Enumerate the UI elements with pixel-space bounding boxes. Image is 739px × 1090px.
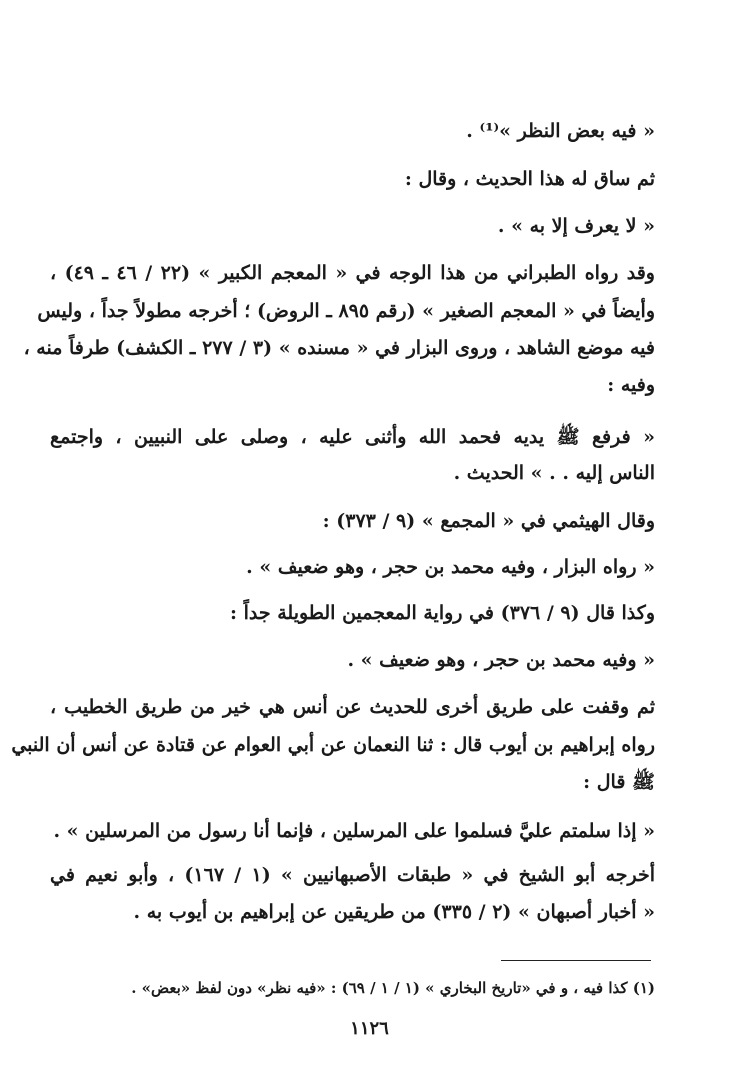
- text-line-17: « إذا سلمتم عليَّ فسلموا على المرسلين ، فإنما أنا رسول من المرسلين » .: [53, 820, 655, 842]
- text-line-13: « وفيه محمد بن حجر ، وهو ضعيف » .: [347, 649, 655, 671]
- text-line-2: ثم ساق له هذا الحديث ، وقال :: [404, 168, 655, 190]
- text-line-9: الناس إليه . . » الحديث .: [453, 462, 655, 484]
- text-line-3: « لا يعرف إلا به » .: [497, 215, 655, 237]
- text-line-6: فيه موضع الشاهد ، وروى البزار في « مسنده » (٣ / ٢٧٧ ـ الكشف) طرفاً منه ،: [23, 337, 655, 359]
- text-line-11: « رواه البزار ، وفيه محمد بن حجر ، وهو ضعيف » .: [246, 556, 655, 578]
- page-number: ١١٢٦: [350, 1018, 389, 1039]
- text-line-15: رواه إبراهيم بن أيوب قال : ثنا النعمان عن أبي العوام عن قتادة عن أنس أن النبي: [11, 734, 655, 756]
- text-line-7: وفيه :: [607, 374, 655, 396]
- text-line-8: « فرفع ﷺ يديه فحمد الله وأثنى عليه ، وصلى على النبيين ، واجتمع: [50, 426, 655, 448]
- text-line-4: وقد رواه الطبراني من هذا الوجه في « المعجم الكبير » (٢٢ / ٤٦ ـ ٤٩) ،: [50, 262, 655, 284]
- text-line-18: أخرجه أبو الشيخ في « طبقات الأصبهانيين » (١ / ١٦٧) ، وأبو نعيم في: [50, 864, 656, 886]
- text-line-5: وأيضاً في « المعجم الصغير » (رقم ٨٩٥ ـ الروض) ؛ أخرجه مطولاً جداً ، وليس: [37, 300, 655, 322]
- text-line-19: « أخبار أصبهان » (٢ / ٣٣٥) من طريقين عن إبراهيم بن أيوب به .: [133, 901, 655, 923]
- text-line-12: وكذا قال (٩ / ٣٧٦) في رواية المعجمين الطويلة جداً :: [229, 602, 655, 624]
- text-line-1: « فيه بعض النظر »⁽¹⁾ .: [466, 120, 655, 142]
- footnote-separator: [501, 960, 651, 961]
- footnote-1: (١) كذا فيه ، و في «تاريخ البخاري » (١ / ١ / ٦٩) : «فيه نظر» دون لفظ «بعض» .: [131, 979, 655, 997]
- text-line-10: وقال الهيثمي في « المجمع » (٩ / ٣٧٣) :: [322, 510, 655, 532]
- text-line-16: ﷺ قال :: [583, 771, 655, 793]
- text-line-14: ثم وقفت على طريق أخرى للحديث عن أنس هي خير من طريق الخطيب ،: [50, 696, 655, 718]
